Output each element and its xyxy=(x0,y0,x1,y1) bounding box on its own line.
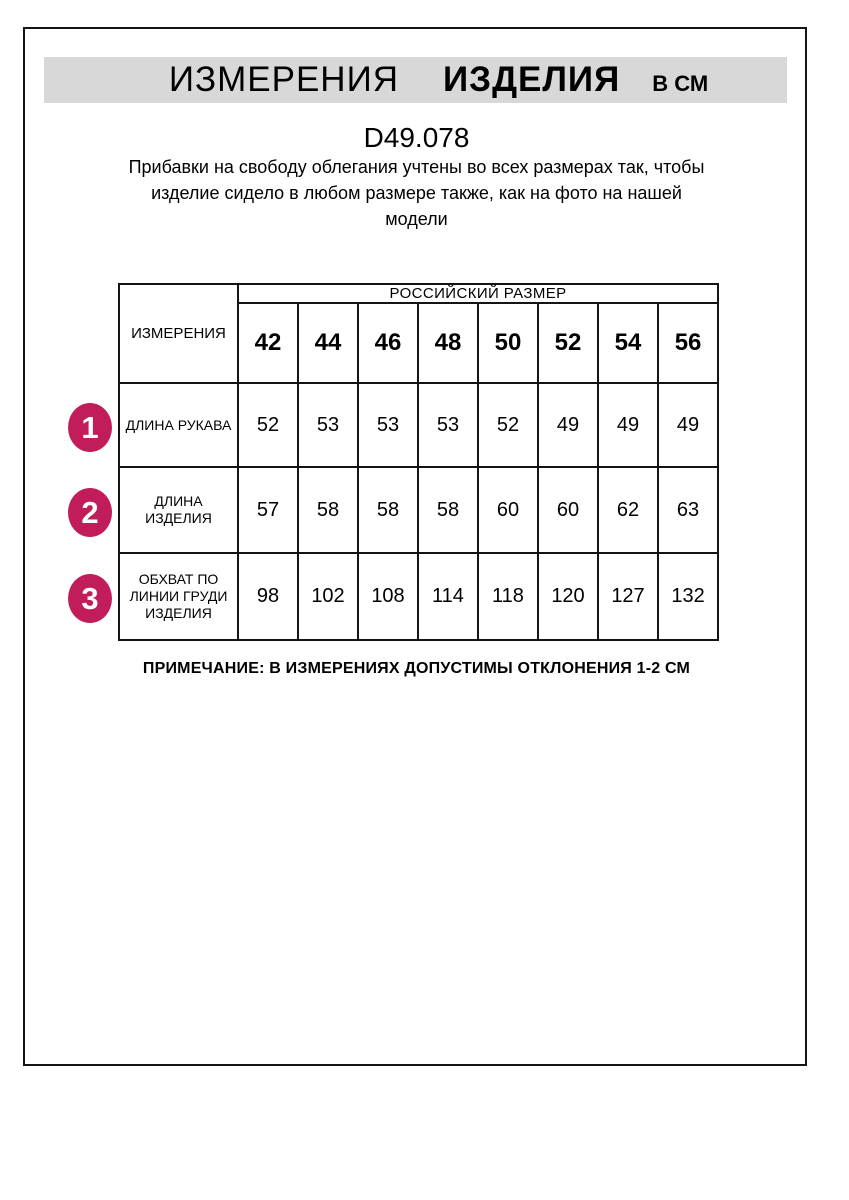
title-measurements: ИЗМЕРЕНИЯ xyxy=(168,60,400,99)
product-code: D49.078 xyxy=(363,122,470,153)
value-cell: 58 xyxy=(298,467,358,553)
row-number-badge-2: 2 xyxy=(68,488,112,537)
value-cell: 132 xyxy=(658,553,718,640)
value-cell: 98 xyxy=(238,553,298,640)
row-label: ДЛИНА ИЗДЕЛИЯ xyxy=(119,467,238,553)
value-cell: 53 xyxy=(298,383,358,467)
row-label: ДЛИНА РУКАВА xyxy=(119,383,238,467)
value-cell: 58 xyxy=(418,467,478,553)
size-header-cell: 50 xyxy=(478,303,538,383)
value-cell: 53 xyxy=(418,383,478,467)
value-cell: 57 xyxy=(238,467,298,553)
value-cell: 58 xyxy=(358,467,418,553)
title-product: ИЗДЕЛИЯ xyxy=(443,60,621,99)
size-header-cell: 54 xyxy=(598,303,658,383)
value-cell: 52 xyxy=(238,383,298,467)
value-cell: 52 xyxy=(478,383,538,467)
size-header-cell: 56 xyxy=(658,303,718,383)
value-cell: 118 xyxy=(478,553,538,640)
value-cell: 49 xyxy=(538,383,598,467)
value-cell: 102 xyxy=(298,553,358,640)
value-cell: 49 xyxy=(598,383,658,467)
table-row-sleeve-length xyxy=(119,383,718,467)
table-row-chest-girth xyxy=(119,553,718,640)
title-bar xyxy=(44,57,787,103)
size-header-cell: 42 xyxy=(238,303,298,383)
row-number-badge-1: 1 xyxy=(68,403,112,452)
value-cell: 108 xyxy=(358,553,418,640)
fit-description-line: изделие сидело в любом размере также, как на фото на нашей xyxy=(151,183,682,203)
value-cell: 127 xyxy=(598,553,658,640)
value-cell: 114 xyxy=(418,553,478,640)
value-cell: 49 xyxy=(658,383,718,467)
size-header-cell: 46 xyxy=(358,303,418,383)
value-cell: 62 xyxy=(598,467,658,553)
row-number-badge-3: 3 xyxy=(68,574,112,623)
value-cell: 60 xyxy=(538,467,598,553)
size-header-cell: 52 xyxy=(538,303,598,383)
size-header-cell: 48 xyxy=(418,303,478,383)
tolerance-note: ПРИМЕЧАНИЕ: В ИЗМЕРЕНИЯХ ДОПУСТИМЫ ОТКЛОНЕНИЯ 1-2 СМ xyxy=(142,660,691,677)
fit-description xyxy=(24,154,809,232)
size-header-cell: 44 xyxy=(298,303,358,383)
table-row-garment-length xyxy=(119,467,718,553)
table-corner-label: ИЗМЕРЕНИЯ xyxy=(119,284,238,383)
size-table xyxy=(118,283,719,641)
row-label: ОБХВАТ ПО ЛИНИИ ГРУДИ ИЗДЕЛИЯ xyxy=(119,553,238,640)
value-cell: 63 xyxy=(658,467,718,553)
value-cell: 53 xyxy=(358,383,418,467)
russian-size-header: РОССИЙСКИЙ РАЗМЕР xyxy=(238,284,718,303)
title-units: В СМ xyxy=(652,71,709,96)
value-cell: 120 xyxy=(538,553,598,640)
fit-description-line: модели xyxy=(385,209,448,229)
value-cell: 60 xyxy=(478,467,538,553)
fit-description-line: Прибавки на свободу облегания учтены во всех размерах так, чтобы xyxy=(128,157,705,177)
